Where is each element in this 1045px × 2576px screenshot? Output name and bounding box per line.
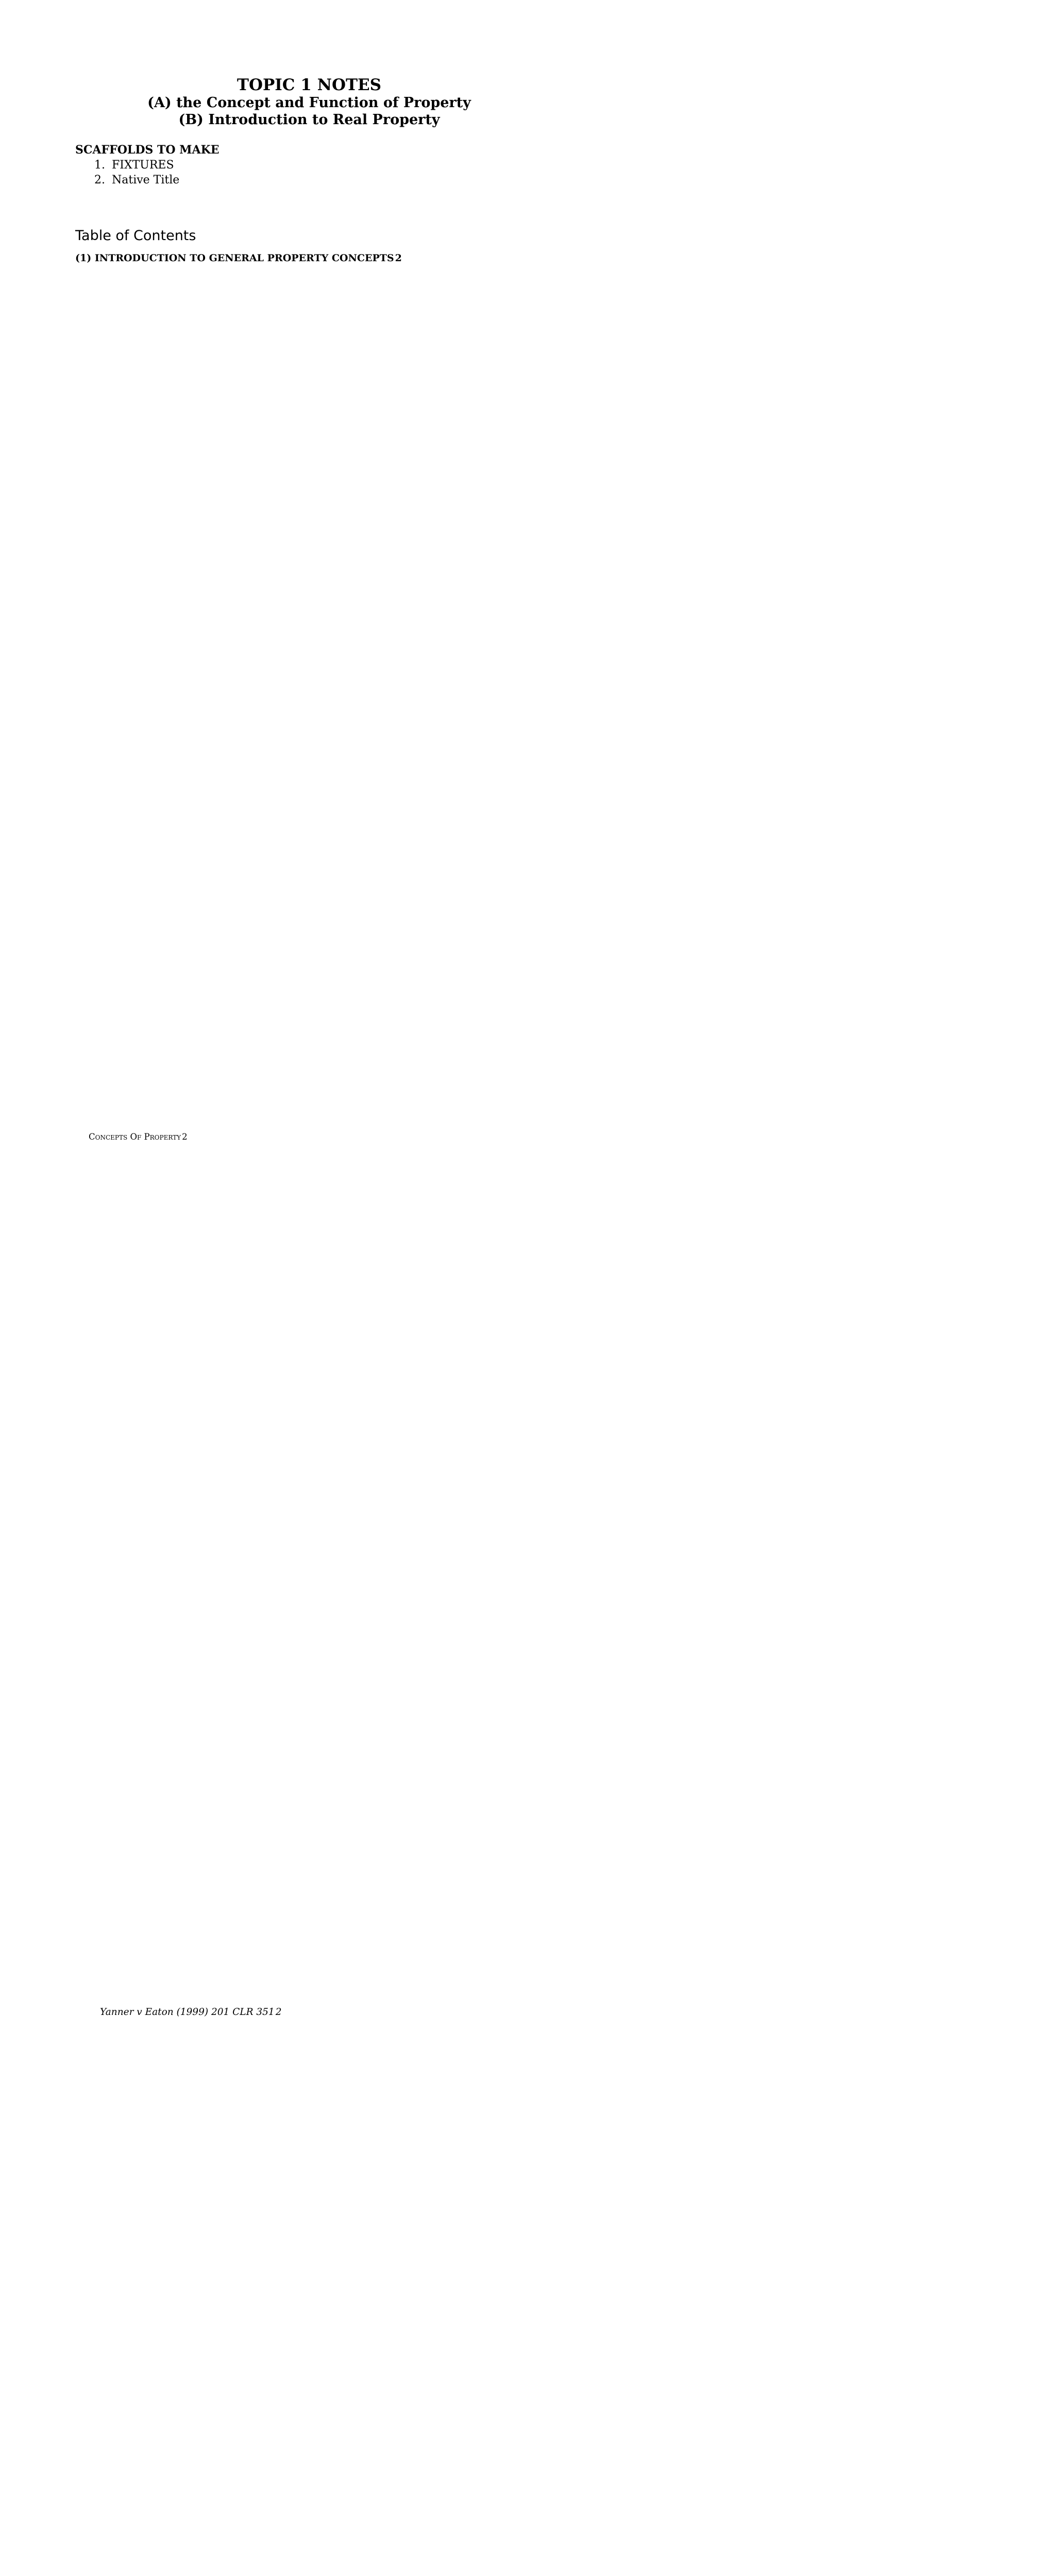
document-page <box>0 0 618 2018</box>
scaffold-item <box>75 158 219 173</box>
toc-entry-page: 2 <box>394 251 1014 1126</box>
toc-entry-page: 2 <box>181 1131 800 2006</box>
scaffold-item-text: Native Title <box>112 174 180 187</box>
toc-entry-yanner-v-eaton[interactable] <box>75 2006 548 2576</box>
scaffolds-section <box>75 142 219 188</box>
scaffold-item-number: 1. <box>94 159 105 172</box>
toc-entry-page: 2 <box>275 2006 894 2576</box>
scaffold-item <box>75 173 219 188</box>
scaffolds-heading: SCAFFOLDS TO MAKE <box>75 143 220 157</box>
table-of-contents <box>75 251 548 2576</box>
toc-entry-section-1[interactable] <box>75 251 548 1126</box>
scaffold-item-number: 2. <box>94 174 105 187</box>
scaffold-item-text: FIXTURES <box>112 159 174 172</box>
toc-heading: Table of Contents <box>75 228 196 244</box>
toc-entry-label: (1) INTRODUCTION TO GENERAL PROPERTY CONCEPTS <box>75 252 394 264</box>
document-subtitle-a: (A) the Concept and Function of Property <box>147 95 471 111</box>
toc-entry-concepts-of-property[interactable] <box>75 1131 548 2006</box>
toc-entry-label: Concepts Of Property <box>89 1132 181 1142</box>
scaffolds-list <box>75 158 219 188</box>
toc-entry-label: Yanner v Eaton (1999) 201 CLR 351 <box>100 2007 275 2018</box>
document-title: TOPIC 1 NOTES <box>237 76 382 94</box>
document-subtitle-b: (B) Introduction to Real Property <box>178 112 440 128</box>
